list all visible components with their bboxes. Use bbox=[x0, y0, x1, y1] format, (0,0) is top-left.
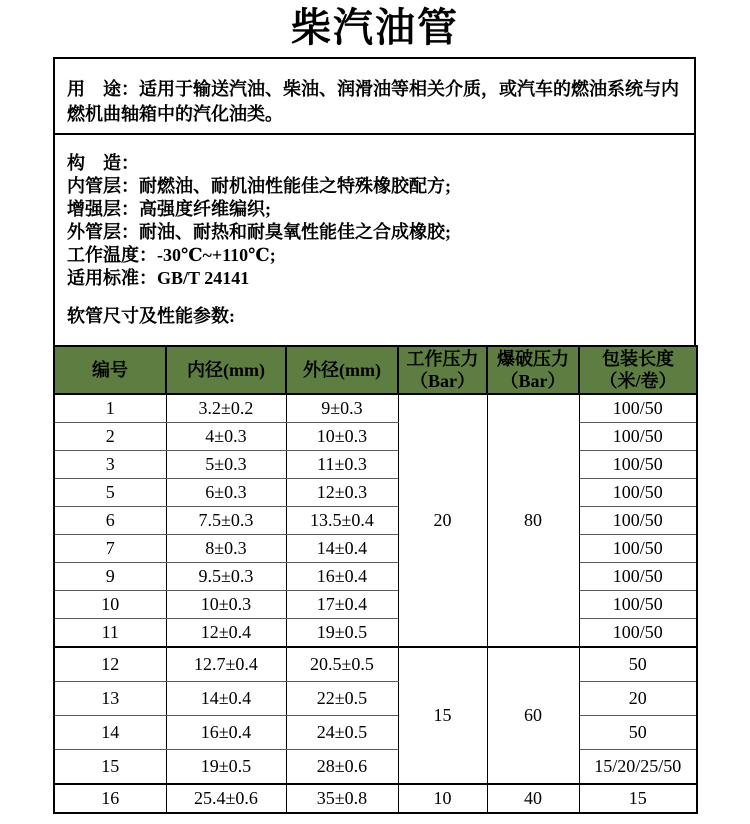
packaging-length-value: 100/50 bbox=[579, 619, 697, 648]
working-pressure-value: 15 bbox=[398, 647, 487, 784]
row-number: 3 bbox=[54, 451, 166, 479]
col-header-sublabel: （Bar） bbox=[410, 371, 475, 391]
inner-diameter-value: 9.5±0.3 bbox=[166, 563, 286, 591]
construction-line: 外管层：耐油、耐热和耐臭氧性能佳之合成橡胶; bbox=[67, 222, 451, 242]
burst-pressure-value: 60 bbox=[487, 647, 579, 784]
row-number: 12 bbox=[54, 647, 166, 682]
inner-diameter-value: 12.7±0.4 bbox=[166, 647, 286, 682]
outer-diameter-value: 19±0.5 bbox=[286, 619, 398, 648]
table-header-row bbox=[54, 346, 697, 394]
col-header-number bbox=[54, 346, 166, 394]
outer-diameter-value: 14±0.4 bbox=[286, 535, 398, 563]
packaging-length-value: 15/20/25/50 bbox=[579, 750, 697, 785]
inner-diameter-value: 16±0.4 bbox=[166, 716, 286, 750]
packaging-length-value: 15 bbox=[579, 784, 697, 813]
col-header-label: 编号 bbox=[92, 360, 128, 380]
outer-diameter-value: 17±0.4 bbox=[286, 591, 398, 619]
table-row bbox=[54, 535, 697, 563]
packaging-length-value: 100/50 bbox=[579, 591, 697, 619]
table-row bbox=[54, 716, 697, 750]
packaging-length-value: 100/50 bbox=[579, 563, 697, 591]
usage-section bbox=[53, 57, 696, 135]
table-row bbox=[54, 619, 697, 648]
table-row bbox=[54, 423, 697, 451]
packaging-length-value: 100/50 bbox=[579, 479, 697, 507]
col-header-label: 内径(mm) bbox=[187, 360, 265, 380]
inner-diameter-value: 8±0.3 bbox=[166, 535, 286, 563]
outer-diameter-value: 20.5±0.5 bbox=[286, 647, 398, 682]
outer-diameter-value: 12±0.3 bbox=[286, 479, 398, 507]
construction-section bbox=[53, 135, 696, 345]
spacer bbox=[67, 290, 682, 305]
packaging-length-value: 100/50 bbox=[579, 451, 697, 479]
table-row bbox=[54, 647, 697, 682]
outer-diameter-value: 35±0.8 bbox=[286, 784, 398, 813]
outer-diameter-value: 16±0.4 bbox=[286, 563, 398, 591]
row-number: 10 bbox=[54, 591, 166, 619]
packaging-length-value: 20 bbox=[579, 682, 697, 716]
col-header-label: 包装长度 bbox=[602, 349, 674, 369]
row-number: 11 bbox=[54, 619, 166, 648]
usage-text: 用 途：适用于输送汽油、柴油、润滑油等相关介质，或汽车的燃油系统与内燃机曲轴箱中的汽化油类。 bbox=[67, 79, 679, 124]
document-body bbox=[53, 57, 696, 814]
col-header-label: 工作压力 bbox=[406, 349, 479, 369]
table-row bbox=[54, 507, 697, 535]
table-row bbox=[54, 784, 697, 813]
col-header-working-pressure bbox=[398, 346, 487, 394]
packaging-length-value: 100/50 bbox=[579, 423, 697, 451]
row-number: 5 bbox=[54, 479, 166, 507]
table-row bbox=[54, 563, 697, 591]
burst-pressure-value: 80 bbox=[487, 394, 579, 647]
inner-diameter-value: 10±0.3 bbox=[166, 591, 286, 619]
inner-diameter-value: 19±0.5 bbox=[166, 750, 286, 785]
construction-heading: 构 造： bbox=[67, 153, 139, 173]
inner-diameter-value: 3.2±0.2 bbox=[166, 394, 286, 423]
working-pressure-value: 20 bbox=[398, 394, 487, 647]
row-number: 1 bbox=[54, 394, 166, 423]
burst-pressure-value: 40 bbox=[487, 784, 579, 813]
construction-line: 内管层：耐燃油、耐机油性能佳之特殊橡胶配方; bbox=[67, 176, 451, 196]
col-header-label: 外径(mm) bbox=[303, 360, 381, 380]
table-caption: 软管尺寸及性能参数: bbox=[67, 306, 235, 326]
page-title: 柴汽油管 bbox=[291, 5, 459, 50]
packaging-length-value: 100/50 bbox=[579, 394, 697, 423]
col-header-inner-diameter bbox=[166, 346, 286, 394]
working-pressure-value: 10 bbox=[398, 784, 487, 813]
spec-table bbox=[53, 345, 698, 814]
col-header-sublabel: （米/卷） bbox=[599, 371, 677, 391]
row-number: 7 bbox=[54, 535, 166, 563]
inner-diameter-value: 14±0.4 bbox=[166, 682, 286, 716]
inner-diameter-value: 25.4±0.6 bbox=[166, 784, 286, 813]
table-row bbox=[54, 394, 697, 423]
outer-diameter-value: 10±0.3 bbox=[286, 423, 398, 451]
packaging-length-value: 50 bbox=[579, 647, 697, 682]
construction-line: 工作温度：-30℃~+110℃; bbox=[67, 245, 276, 265]
packaging-length-value: 100/50 bbox=[579, 507, 697, 535]
outer-diameter-value: 13.5±0.4 bbox=[286, 507, 398, 535]
inner-diameter-value: 7.5±0.3 bbox=[166, 507, 286, 535]
spec-table-body bbox=[54, 394, 697, 813]
row-number: 16 bbox=[54, 784, 166, 813]
row-number: 2 bbox=[54, 423, 166, 451]
row-number: 15 bbox=[54, 750, 166, 785]
construction-line: 增强层：高强度纤维编织; bbox=[67, 199, 271, 219]
table-row bbox=[54, 750, 697, 785]
col-header-label: 爆破压力 bbox=[497, 349, 569, 369]
packaging-length-value: 50 bbox=[579, 716, 697, 750]
inner-diameter-value: 4±0.3 bbox=[166, 423, 286, 451]
col-header-sublabel: （Bar） bbox=[500, 371, 566, 391]
table-row bbox=[54, 479, 697, 507]
inner-diameter-value: 5±0.3 bbox=[166, 451, 286, 479]
inner-diameter-value: 6±0.3 bbox=[166, 479, 286, 507]
row-number: 6 bbox=[54, 507, 166, 535]
row-number: 13 bbox=[54, 682, 166, 716]
outer-diameter-value: 11±0.3 bbox=[286, 451, 398, 479]
outer-diameter-value: 9±0.3 bbox=[286, 394, 398, 423]
construction-lines bbox=[67, 175, 682, 290]
construction-line: 适用标准：GB/T 24141 bbox=[67, 268, 250, 288]
col-header-burst-pressure bbox=[487, 346, 579, 394]
outer-diameter-value: 28±0.6 bbox=[286, 750, 398, 785]
table-row bbox=[54, 591, 697, 619]
row-number: 14 bbox=[54, 716, 166, 750]
table-row bbox=[54, 451, 697, 479]
outer-diameter-value: 24±0.5 bbox=[286, 716, 398, 750]
col-header-packaging-length bbox=[579, 346, 697, 394]
col-header-outer-diameter bbox=[286, 346, 398, 394]
table-row bbox=[54, 682, 697, 716]
packaging-length-value: 100/50 bbox=[579, 535, 697, 563]
outer-diameter-value: 22±0.5 bbox=[286, 682, 398, 716]
row-number: 9 bbox=[54, 563, 166, 591]
inner-diameter-value: 12±0.4 bbox=[166, 619, 286, 648]
